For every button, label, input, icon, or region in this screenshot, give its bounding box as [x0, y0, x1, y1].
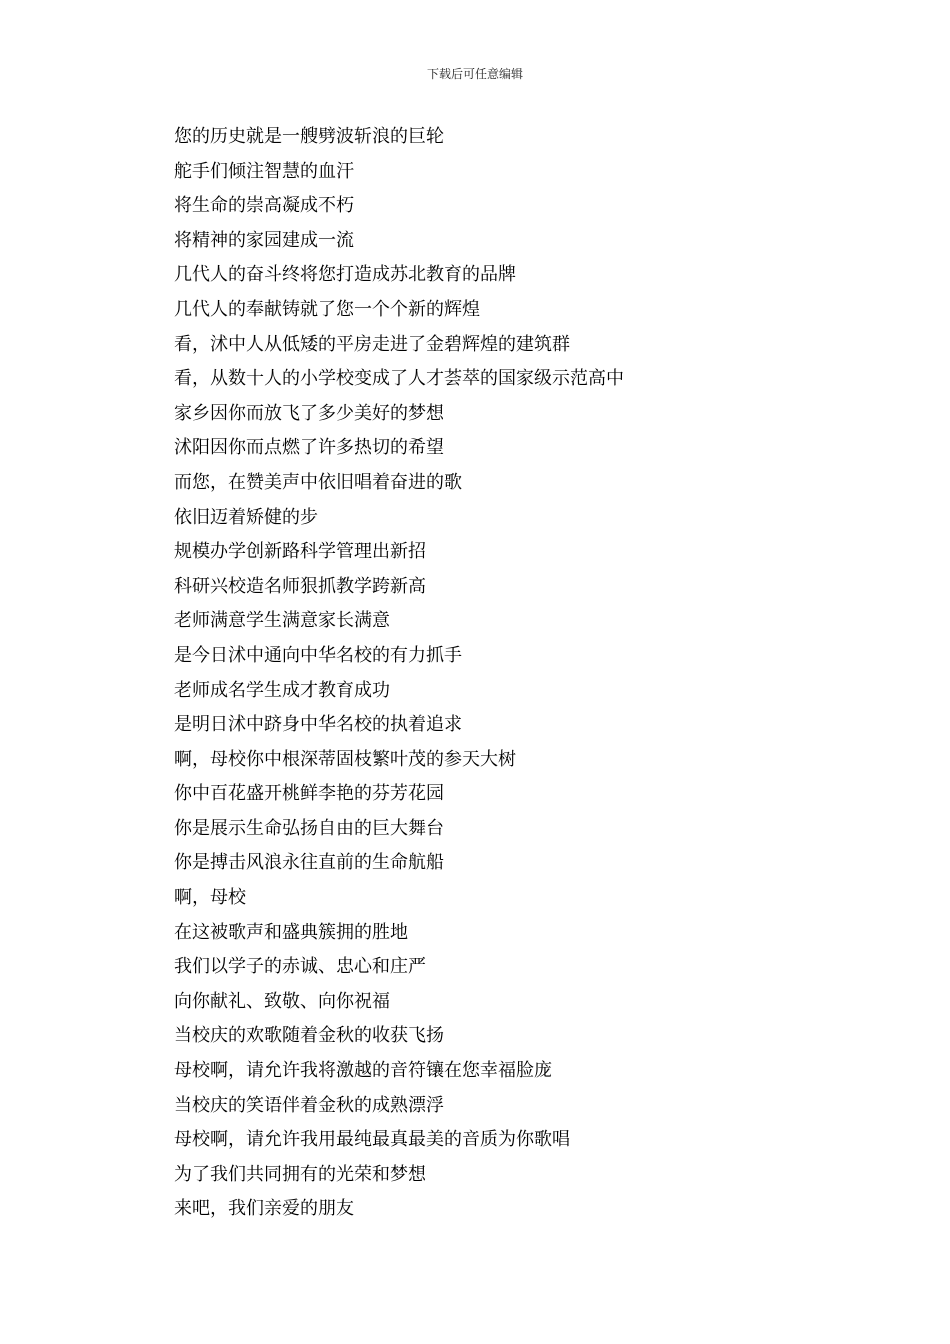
poem-line: 在这被歌声和盛典簇拥的胜地 [174, 921, 408, 943]
poem-line: 你是搏击风浪永往直前的生命航船 [174, 852, 444, 874]
poem-line: 而您，在赞美声中依旧唱着奋进的歌 [174, 471, 462, 493]
poem-line: 当校庆的笑语伴着金秋的成熟漂浮 [174, 1094, 444, 1116]
poem-line: 你中百花盛开桃鲜李艳的芬芳花园 [174, 783, 444, 805]
poem-line: 我们以学子的赤诚、忠心和庄严 [174, 956, 426, 978]
poem-line: 几代人的奋斗终将您打造成苏北教育的品牌 [174, 264, 516, 286]
poem-line: 看，沭中人从低矮的平房走进了金碧辉煌的建筑群 [174, 333, 570, 355]
poem-line: 来吧，我们亲爱的朋友 [174, 1198, 354, 1220]
poem-line: 家乡因你而放飞了多少美好的梦想 [174, 402, 444, 424]
poem-line: 啊，母校你中根深蒂固枝繁叶茂的参天大树 [174, 748, 516, 770]
poem-line: 你是展示生命弘扬自由的巨大舞台 [174, 817, 444, 839]
poem-line: 舵手们倾注智慧的血汗 [174, 160, 354, 182]
poem-line: 科研兴校造名师狠抓教学跨新高 [174, 575, 426, 597]
poem-line: 看，从数十人的小学校变成了人才荟萃的国家级示范高中 [174, 368, 624, 390]
poem-line: 老师满意学生满意家长满意 [174, 610, 390, 632]
poem-line: 是明日沭中跻身中华名校的执着追求 [174, 714, 462, 736]
poem-line: 几代人的奉献铸就了您一个个新的辉煌 [174, 298, 480, 320]
poem-line: 啊，母校 [174, 887, 246, 909]
poem-line: 母校啊，请允许我将激越的音符镶在您幸福脸庞 [174, 1060, 552, 1082]
poem-body [174, 120, 874, 1227]
poem-line: 母校啊，请允许我用最纯最真最美的音质为你歌唱 [174, 1129, 570, 1151]
poem-line: 向你献礼、致敬、向你祝福 [174, 990, 390, 1012]
page-header: 下载后可任意编辑 [426, 67, 523, 81]
poem-line: 当校庆的欢歌随着金秋的收获飞扬 [174, 1025, 444, 1047]
poem-line: 依旧迈着矫健的步 [174, 506, 318, 528]
poem-line: 将精神的家园建成一流 [174, 229, 354, 251]
poem-line: 是今日沭中通向中华名校的有力抓手 [174, 644, 462, 666]
poem-line: 老师成名学生成才教育成功 [174, 679, 390, 701]
poem-line: 为了我们共同拥有的光荣和梦想 [174, 1163, 426, 1185]
poem-line: 规模办学创新路科学管理出新招 [174, 541, 426, 563]
poem-line: 您的历史就是一艘劈波斩浪的巨轮 [174, 126, 444, 147]
poem-line: 将生命的崇高凝成不朽 [174, 195, 354, 217]
poem-line: 沭阳因你而点燃了许多热切的希望 [174, 437, 444, 459]
